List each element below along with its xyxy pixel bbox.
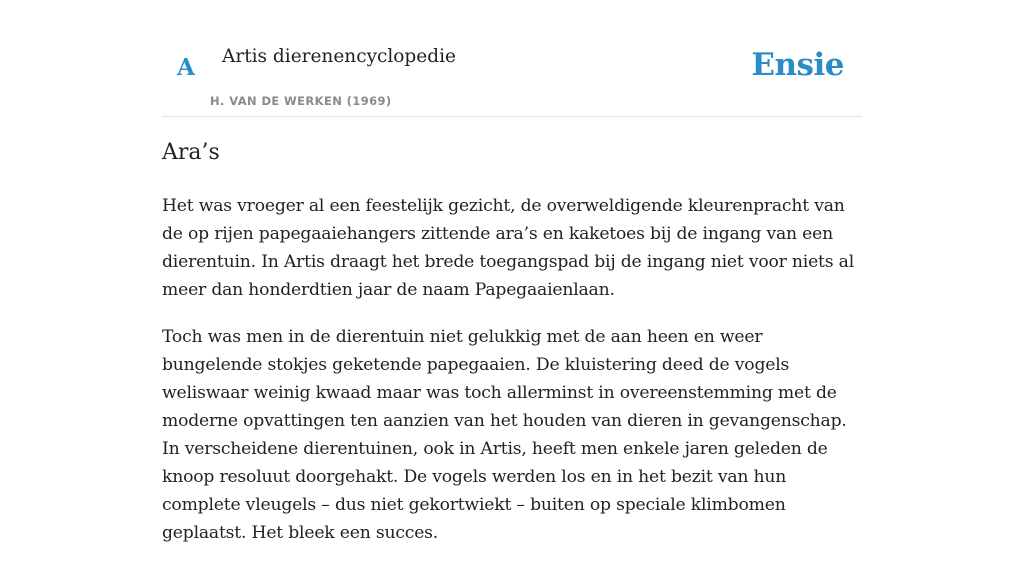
source-author-year: H. VAN DE WERKEN (1969) (210, 94, 392, 108)
ensie-logo[interactable]: Ensie (751, 47, 844, 83)
article-paragraph-1: Het was vroeger al een feestelijk gezicht, de overweldigende kleurenpracht van de op rijen papegaaiehangers zittende ara’s en kaketoes bij de ingang van een dierentuin. In Artis draagt het brede toegangspad bij de ingang niet voor niets al meer dan honderdtien jaar de naam Papegaaienlaan. (162, 196, 854, 300)
source-letter-badge[interactable]: A (177, 54, 195, 81)
article-paragraph-2: Toch was men in de dierentuin niet gelukkig met de aan heen en weer bungelende stokjes geketende papegaaien. De kluistering deed de vogels weliswaar weinig kwaad maar was toch allerminst in overeenstemming met de moderne opvattingen ten aanzien van het houden van dieren in gevangenschap. In verscheidene dierentuinen, ook in Artis, heeft men enkele jaren geleden de knoop resoluut doorgehakt. De vogels werden los en in het bezit van hun complete vleugels – dus niet gekortwiekt – buiten op speciale klimbomen geplaatst. Het bleek een succes. (162, 327, 847, 543)
article-body (162, 192, 862, 566)
source-title-link[interactable]: Artis dierenencyclopedie (222, 46, 456, 67)
source-header (162, 0, 862, 117)
article-title: Ara’s (162, 140, 220, 165)
